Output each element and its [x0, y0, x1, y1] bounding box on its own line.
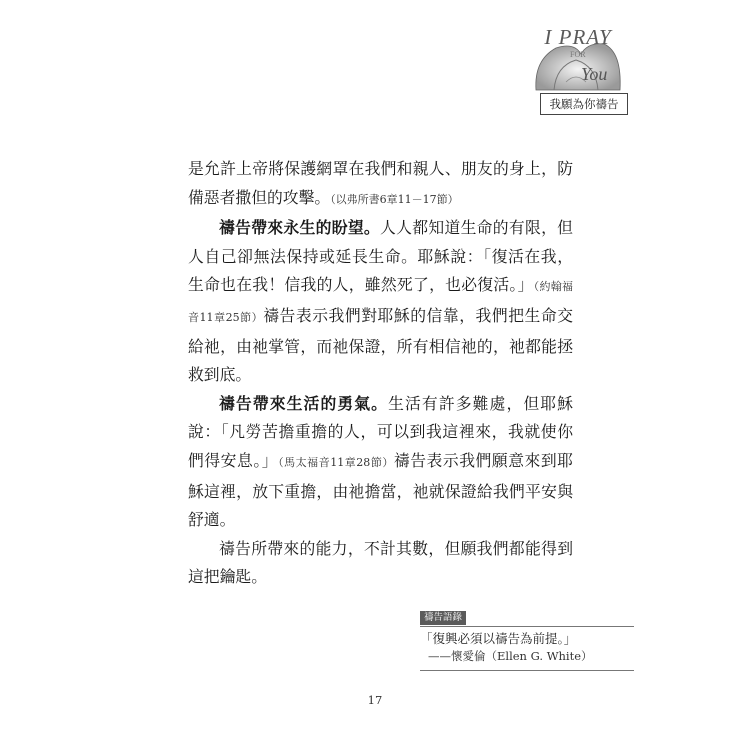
- p3-heading: 禱告帶來生活的勇氣。: [219, 393, 389, 413]
- p2-text-a: 人人都知道生命的有限，但人自己卻無法保持或延長生命。耶穌說：「復活在我，生命也在我！信我的人，雖然死了，也必復活。」: [188, 218, 573, 295]
- p3-reference: （馬太福音11章28節）: [278, 455, 394, 469]
- emblem-caption: 我願為你禱告: [540, 93, 628, 115]
- emblem-for: FOR: [570, 50, 586, 59]
- page-number: 17: [367, 693, 383, 707]
- quote-top-rule: [420, 626, 634, 627]
- quote-bottom-rule: [420, 670, 634, 671]
- paragraph-2: [188, 214, 573, 390]
- paragraph-4: [188, 535, 573, 592]
- emblem-title: I PRAY: [544, 25, 612, 49]
- p2-text-b: 禱告表示我們對耶穌的信靠，我們把生命交給祂，由祂掌管，而祂保證，所有相信祂的，祂都能拯救到底。: [188, 305, 573, 385]
- p2-reference: （約翰福音11章25節）: [188, 280, 573, 324]
- emblem-you: You: [581, 64, 608, 84]
- p1-text: 是允許上帝將保護網罩在我們和親人、朋友的身上，防備惡者撒但的攻擊。: [188, 159, 573, 207]
- p3-text-a: 生活有許多難處，但耶穌說：「凡勞苦擔重擔的人，可以到我這裡來，我就使你們得安息。」: [188, 393, 573, 470]
- prayer-quote-box: [420, 605, 634, 671]
- p2-heading: 禱告帶來永生的盼望。: [219, 218, 381, 238]
- paragraph-1: [188, 155, 573, 214]
- quote-tag: 禱告語錄: [420, 611, 466, 625]
- p1-reference: （以弗所書6章11－17節）: [330, 192, 459, 206]
- body-text: [188, 155, 573, 592]
- quote-attribution: ——懷愛倫（Ellen G. White）: [428, 649, 593, 663]
- quote-text: 「復興必須以禱告為前提。」: [420, 631, 577, 646]
- paragraph-3: [188, 390, 573, 535]
- header-emblem: [526, 20, 626, 120]
- p3-text-b: 禱告表示我們願意來到耶穌這裡，放下重擔，由祂擔當，祂就保證給我們平安與舒適。: [188, 450, 573, 530]
- p4-text: 禱告所帶來的能力，不計其數，但願我們都能得到這把鑰匙。: [188, 538, 573, 587]
